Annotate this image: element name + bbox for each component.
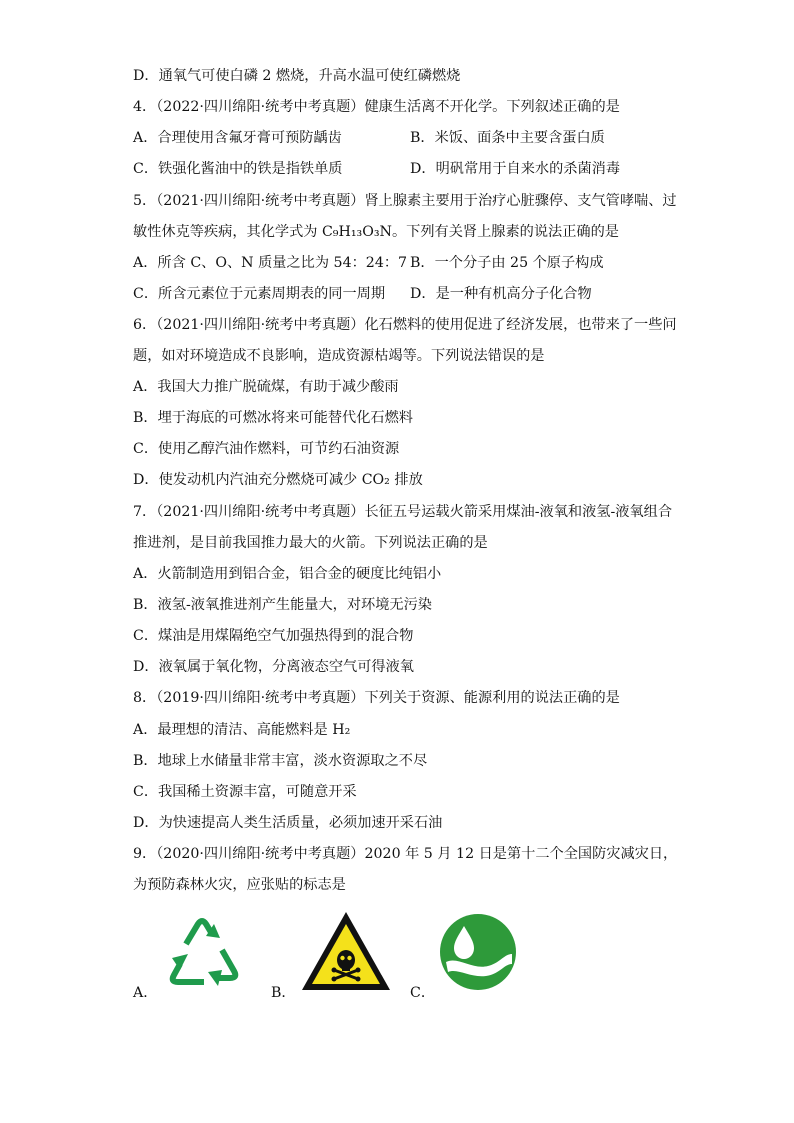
toxic-warning-icon xyxy=(300,910,392,992)
q8-option-a: A．最理想的清洁、高能燃料是 H₂ xyxy=(133,722,351,738)
q9-stem-line1: 9．（2020·四川绵阳·统考中考真题）2020 年 5 月 12 日是第十二个全国防灾减灾日， xyxy=(133,846,678,862)
q5-option-a: A．所含 C、O、N 质量之比为 54：24：7 xyxy=(133,255,408,271)
q6-option-b: B．埋于海底的可燃冰将来可能替代化石燃料 xyxy=(133,410,413,426)
q5-option-c: C．所含元素位于元素周期表的同一周期 xyxy=(133,286,386,302)
q7-option-c: C．煤油是用煤隔绝空气加强热得到的混合物 xyxy=(133,628,414,644)
water-saving-icon xyxy=(438,912,518,992)
q4-stem: 4．（2022·四川绵阳·统考中考真题）健康生活离不开化学。下列叙述正确的是 xyxy=(133,99,620,115)
q7-option-a: A．火箭制造用到铝合金，铝合金的硬度比纯铝小 xyxy=(133,566,442,582)
q8-option-d: D．为快速提高人类生活质量，必须加速开采石油 xyxy=(133,815,443,831)
q9-option-c-label: C． xyxy=(410,985,436,1001)
q8-stem: 8．（2019·四川绵阳·统考中考真题）下列关于资源、能源利用的说法正确的是 xyxy=(133,690,620,706)
q4-option-d: D．明矾常用于自来水的杀菌消毒 xyxy=(410,161,621,177)
q6-stem-line2: 题，如对环境造成不良影响，造成资源枯竭等。下列说法错误的是 xyxy=(133,348,545,364)
q5-stem-line2: 敏性休克等疾病，其化学式为 C₉H₁₃O₃N。下列有关肾上腺素的说法正确的是 xyxy=(133,224,619,240)
q7-option-d: D．液氧属于氧化物，分离液态空气可得液氧 xyxy=(133,659,414,675)
q3-option-d: D．通氧气可使白磷 2 燃烧，升高水温可使红磷燃烧 xyxy=(133,68,461,84)
q9-stem-line2: 为预防森林火灾，应张贴的标志是 xyxy=(133,877,346,893)
q4-option-c: C．铁强化酱油中的铁是指铁单质 xyxy=(133,161,343,177)
q9-option-b-label: B． xyxy=(271,985,296,1001)
q8-option-b: B．地球上水储量非常丰富，淡水资源取之不尽 xyxy=(133,753,428,769)
q5-option-d: D．是一种有机高分子化合物 xyxy=(410,286,592,302)
q6-option-c: C．使用乙醇汽油作燃料，可节约石油资源 xyxy=(133,441,400,457)
q5-stem-line1: 5．（2021·四川绵阳·统考中考真题）肾上腺素主要用于治疗心脏骤停、支气管哮喘、过 xyxy=(133,193,677,209)
q8-option-c: C．我国稀土资源丰富，可随意开采 xyxy=(133,784,357,800)
q6-option-d: D．使发动机内汽油充分燃烧可减少 CO₂ 排放 xyxy=(133,472,423,488)
q9-option-a-label: A． xyxy=(133,985,158,1001)
q6-option-a: A．我国大力推广脱硫煤，有助于减少酸雨 xyxy=(133,379,399,395)
q5-option-b: B．一个分子由 25 个原子构成 xyxy=(410,255,604,271)
q7-stem-line2: 推进剂，是目前我国推力最大的火箭。下列说法正确的是 xyxy=(133,535,488,551)
q7-stem-line1: 7．（2021·四川绵阳·统考中考真题）长征五号运载火箭采用煤油-液氧和液氢-液氧组合 xyxy=(133,504,673,520)
q4-option-b: B．米饭、面条中主要含蛋白质 xyxy=(410,130,605,146)
q6-stem-line1: 6．（2021·四川绵阳·统考中考真题）化石燃料的使用促进了经济发展，也带来了一些问 xyxy=(133,317,677,333)
q4-option-a: A．合理使用含氟牙膏可预防龋齿 xyxy=(133,130,342,146)
recycle-icon xyxy=(158,914,246,992)
q7-option-b: B．液氢-液氧推进剂产生能量大，对环境无污染 xyxy=(133,597,432,613)
